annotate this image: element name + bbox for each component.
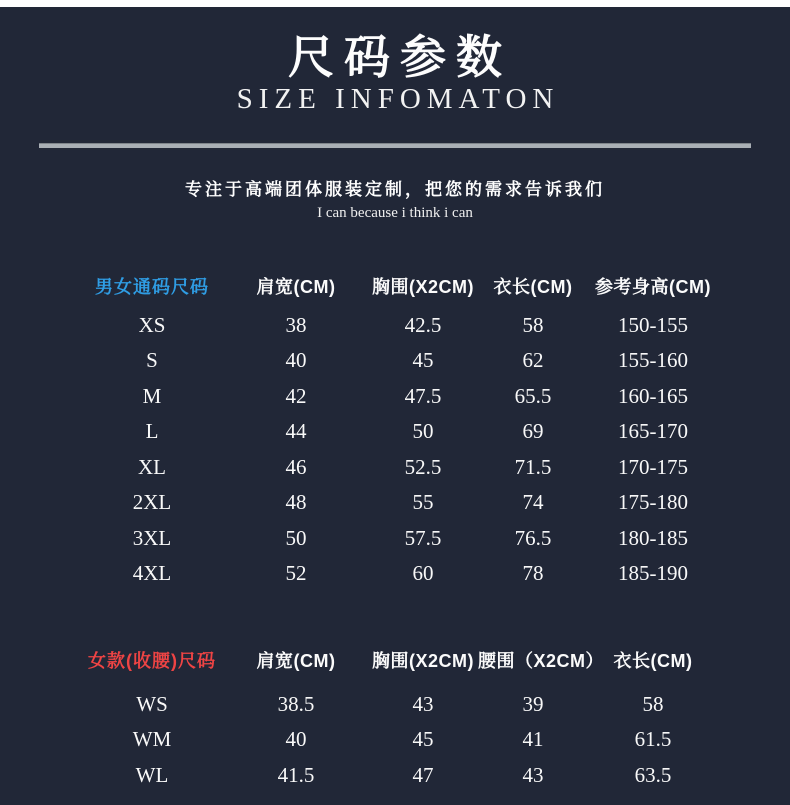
size-value: 45	[412, 348, 434, 373]
unisex-table-rows	[80, 308, 730, 592]
size-value: 38.5	[277, 691, 315, 716]
size-value: 55	[412, 490, 434, 515]
size-value: 65.5	[514, 383, 552, 408]
size-value: 76.5	[514, 525, 552, 550]
size-value: 60	[412, 561, 434, 586]
column-header-waist: 腰围（X2CM）	[478, 650, 605, 671]
size-value: 40	[285, 348, 307, 373]
sub-tagline: I can because i think i can	[317, 205, 473, 221]
size-value: 69	[522, 419, 544, 444]
size-value: 50	[412, 419, 434, 444]
size-value: 50	[285, 525, 307, 550]
tagline: 专注于高端团体服装定制，把您的需求告诉我们	[185, 180, 605, 199]
women-size-table	[80, 642, 730, 793]
size-value: 38	[285, 312, 307, 337]
column-header-shoulder: 肩宽(CM)	[256, 276, 336, 297]
size-value: 43	[412, 691, 434, 716]
size-value: 180-185	[618, 525, 688, 550]
size-value: 58	[642, 691, 664, 716]
size-value: 40	[285, 727, 307, 752]
table-row	[80, 687, 730, 723]
page-subtitle: SIZE INFOMATON	[236, 83, 560, 115]
size-value: 170-175	[618, 454, 688, 479]
size-value: 46	[285, 454, 307, 479]
table-row	[80, 343, 730, 379]
size-value: 61.5	[634, 727, 672, 752]
size-value: 41	[522, 727, 544, 752]
size-value: 58	[522, 312, 544, 337]
top-white-strip	[0, 0, 790, 7]
size-chart-panel	[0, 7, 790, 805]
table-row	[80, 308, 730, 344]
table-header-row	[80, 642, 730, 678]
size-value: 160-165	[618, 383, 688, 408]
row-size-label: XL	[138, 454, 166, 479]
row-size-label: S	[146, 348, 158, 373]
row-size-label: 4XL	[132, 561, 172, 586]
table-row	[80, 379, 730, 415]
size-value: 52	[285, 561, 307, 586]
page-title: 尺码参数	[288, 30, 512, 84]
size-value: 175-180	[618, 490, 688, 515]
row-size-label: L	[145, 419, 159, 444]
size-value: 42	[285, 383, 307, 408]
size-value: 185-190	[618, 561, 688, 586]
column-header-length: 衣长(CM)	[493, 276, 573, 297]
column-header-length: 衣长(CM)	[613, 650, 693, 671]
size-value: 47.5	[404, 383, 442, 408]
size-value: 43	[522, 762, 544, 787]
row-size-label: 2XL	[132, 490, 172, 515]
table-row	[80, 414, 730, 450]
column-header-chest: 胸围(X2CM)	[372, 650, 474, 671]
table-row	[80, 450, 730, 486]
row-size-label: M	[142, 383, 162, 408]
size-value: 57.5	[404, 525, 442, 550]
row-size-label: WM	[132, 727, 172, 752]
size-value: 39	[522, 691, 544, 716]
unisex-table-label: 男女通码尺码	[95, 276, 209, 297]
column-header-shoulder: 肩宽(CM)	[256, 650, 336, 671]
size-value: 48	[285, 490, 307, 515]
row-size-label: WS	[136, 691, 168, 716]
size-value: 62	[522, 348, 544, 373]
size-value: 78	[522, 561, 544, 586]
divider-line	[39, 143, 751, 148]
size-value: 47	[412, 762, 434, 787]
size-value: 150-155	[618, 312, 688, 337]
column-header-chest: 胸围(X2CM)	[372, 276, 474, 297]
table-header-row	[80, 268, 730, 304]
women-table-label: 女款(收腰)尺码	[88, 650, 216, 671]
size-value: 52.5	[404, 454, 442, 479]
size-value: 71.5	[514, 454, 552, 479]
table-row	[80, 521, 730, 557]
size-value: 165-170	[618, 419, 688, 444]
size-value: 45	[412, 727, 434, 752]
size-value: 42.5	[404, 312, 442, 337]
size-value: 74	[522, 490, 544, 515]
size-value: 155-160	[618, 348, 688, 373]
row-size-label: WL	[135, 762, 169, 787]
unisex-size-table	[80, 268, 730, 592]
table-row	[80, 722, 730, 758]
size-value: 63.5	[634, 762, 672, 787]
table-row	[80, 556, 730, 592]
table-row	[80, 758, 730, 794]
women-table-rows	[80, 687, 730, 794]
size-value: 44	[285, 419, 307, 444]
column-header-height: 参考身高(CM)	[595, 276, 711, 297]
size-value: 41.5	[277, 762, 315, 787]
table-row	[80, 485, 730, 521]
row-size-label: XS	[138, 312, 166, 337]
row-size-label: 3XL	[132, 525, 172, 550]
